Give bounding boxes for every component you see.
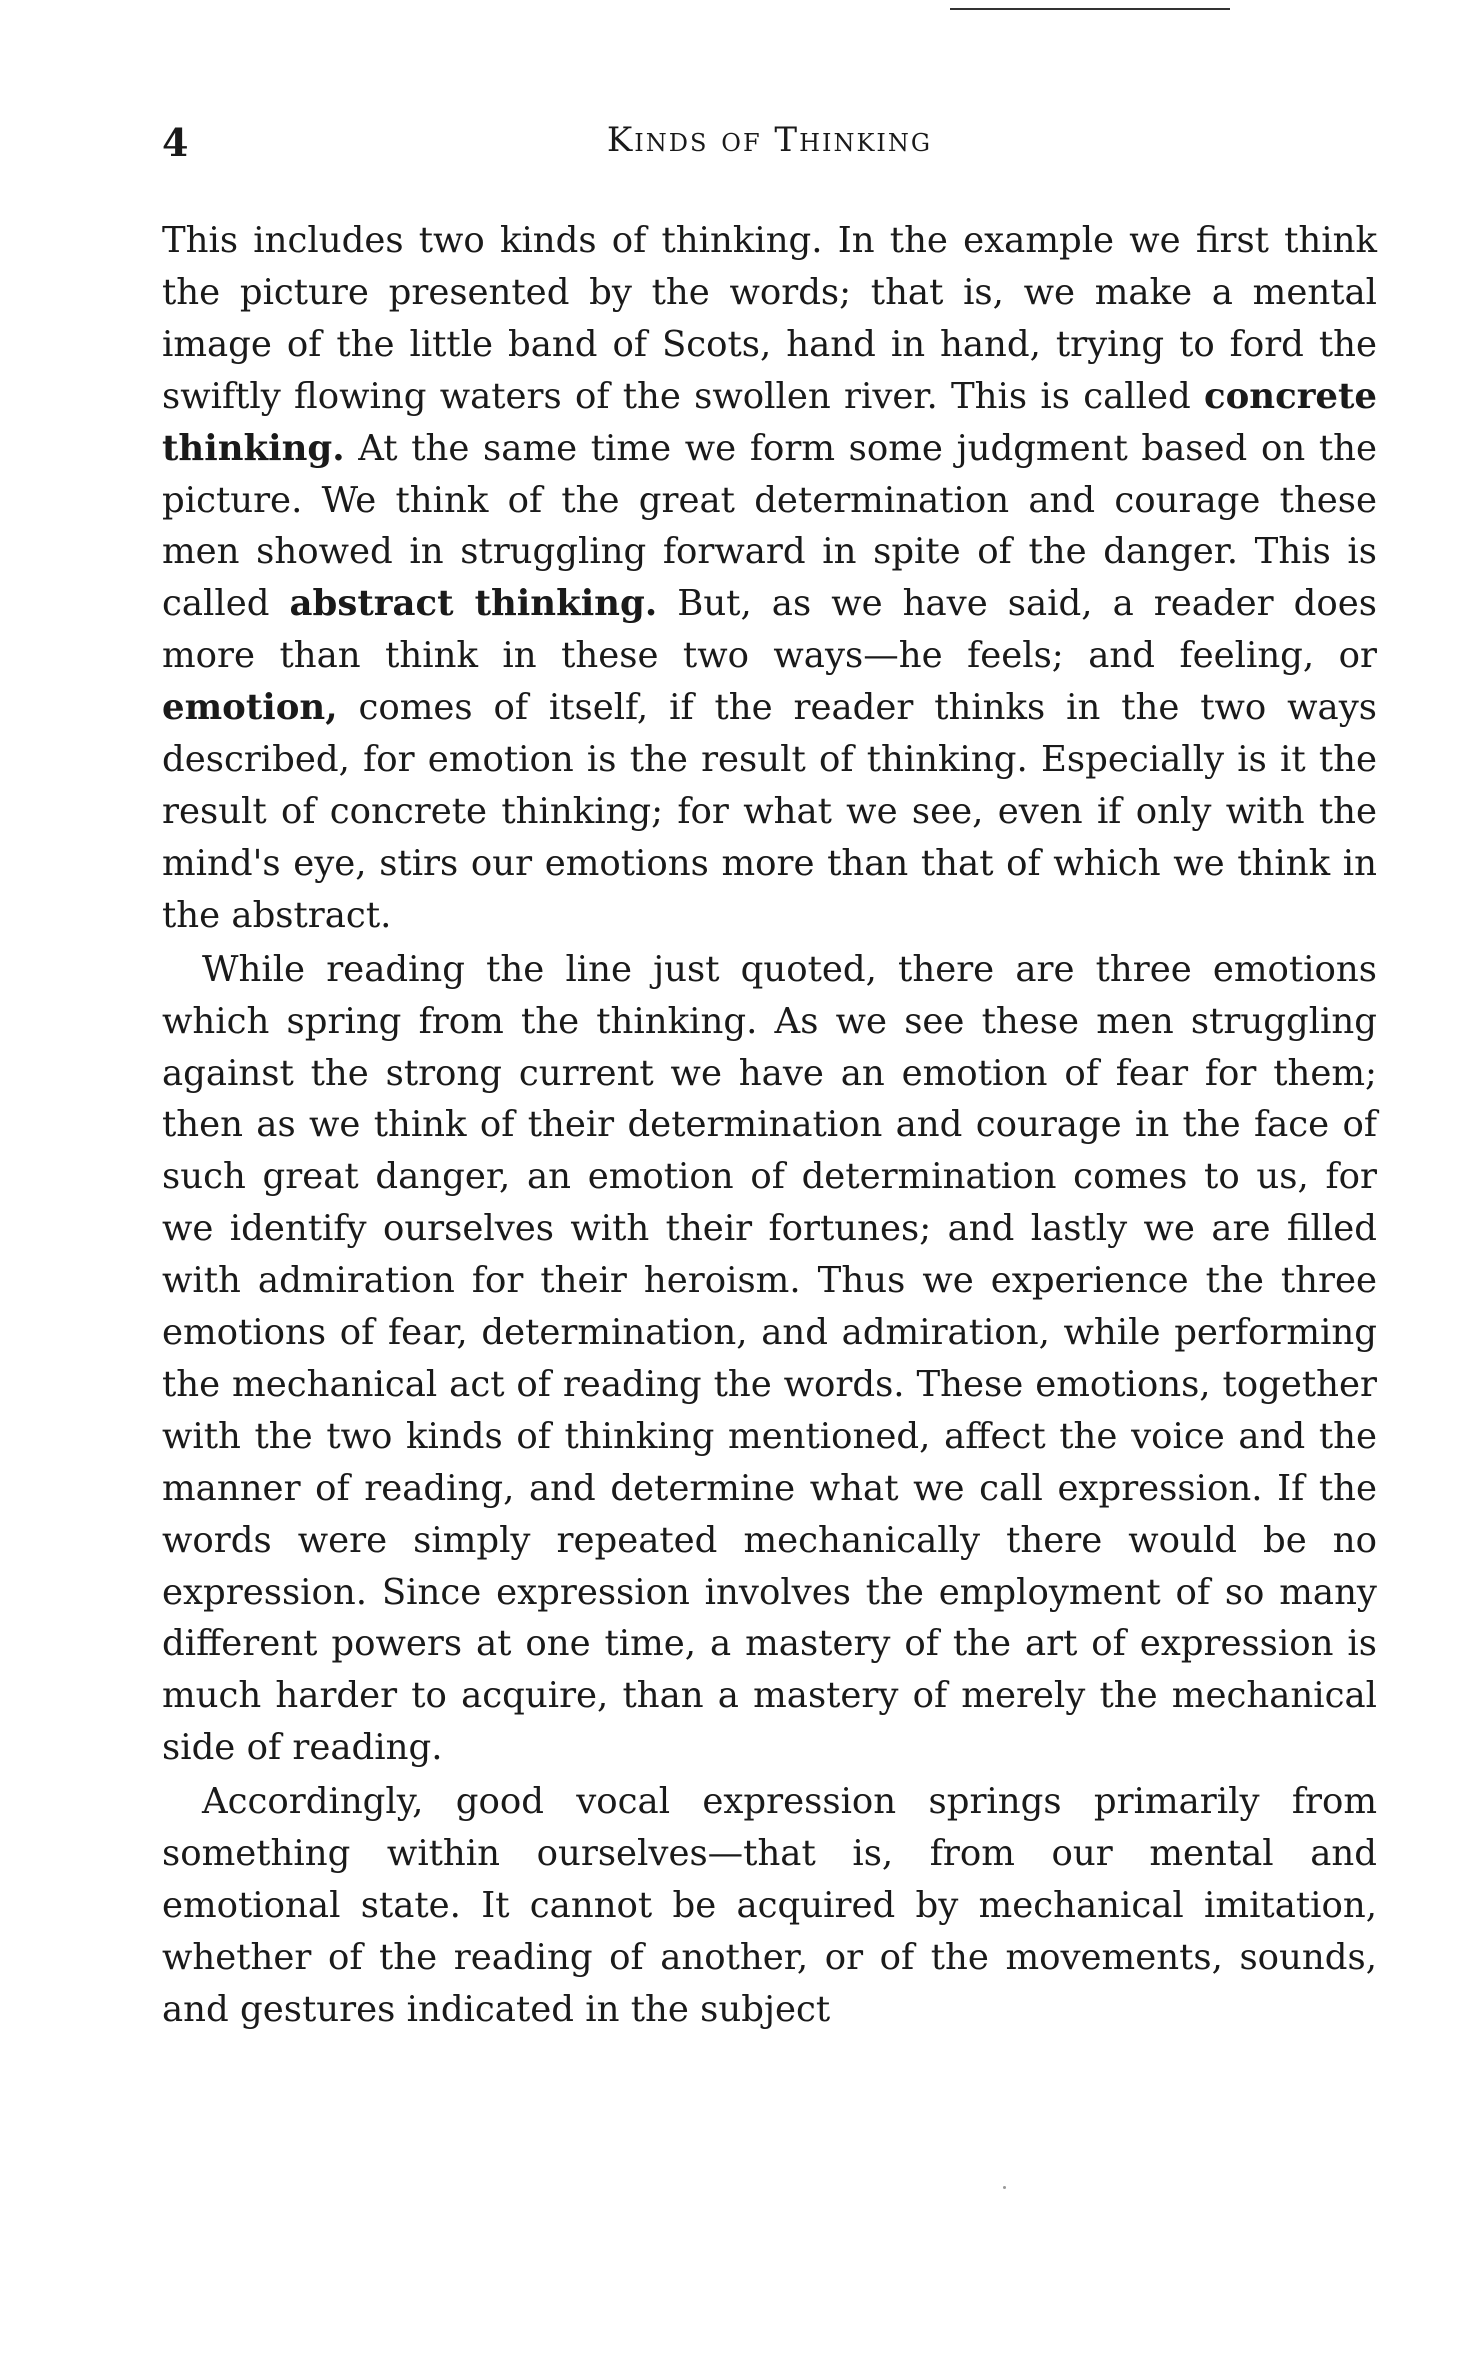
page-header <box>162 120 1377 180</box>
term-concrete-thinking: concrete thinking. <box>162 375 1377 469</box>
paragraph-1 <box>162 215 1377 942</box>
paragraph-3: Accordingly, good vocal expression springs primarily from something within ourselves—that is, from our mental and emotional state. It cannot be acquired by mechanical imitation, whether of the reading of another, or of the movements, sounds, and gestures indicated in the subject <box>162 1781 1377 2030</box>
term-abstract-thinking: abstract thinking. <box>289 583 658 625</box>
paragraph-1-segment: But, as we have said, a reader does more than think in these two ways—he feels; and feeling, or <box>162 583 1378 677</box>
paragraph-1-segment: comes of itself, if the reader thinks in the two ways described, for emotion is the result of thinking. Especially is it the result of concrete thinking; for what we see, even if only with the mind's eye, stirs our emotions more than that of which we think in the abstract. <box>162 687 1377 936</box>
paragraph-2: While reading the line just quoted, there are three emotions which spring from the thinking. As we see these men struggling against the strong current we have an emotion of fear for them; then as we think of their determination and courage in the face of such great danger, an emotion of determination comes to us, for we identify ourselves with their fortunes; and lastly we are filled with admiration for their heroism. Thus we experience the three emotions of fear, determination, and admiration, while performing the mechanical act of reading the words. These emotions, together with the two kinds of thinking mentioned, affect the voice and the manner of reading, and determine what we call expression. If the words were simply repeated mechanically there would be no expression. Since expression involves the employment of so many different powers at one time, a mastery of the art of expression is much harder to acquire, than a mastery of merely the mechanical side of reading. <box>162 948 1377 1769</box>
paragraph-1-segment: This includes two kinds of thinking. In the example we first think the picture presented by the words; that is, we make a mental image of the little band of Scots, hand in hand, trying to ford the swiftly flowing waters of the swollen river. This is called <box>162 220 1377 417</box>
paragraph-1-segment: At the same time we form some judgment based on the picture. We think of the great determination and courage these men showed in struggling forward in spite of the danger. This is called <box>162 427 1377 625</box>
page-number: 4 <box>162 120 189 165</box>
running-head: Kinds of Thinking <box>606 120 933 160</box>
top-rule <box>950 8 1230 10</box>
term-emotion: emotion, <box>162 687 338 729</box>
body-text <box>162 215 1377 2036</box>
bottom-mark <box>1003 2186 1006 2189</box>
